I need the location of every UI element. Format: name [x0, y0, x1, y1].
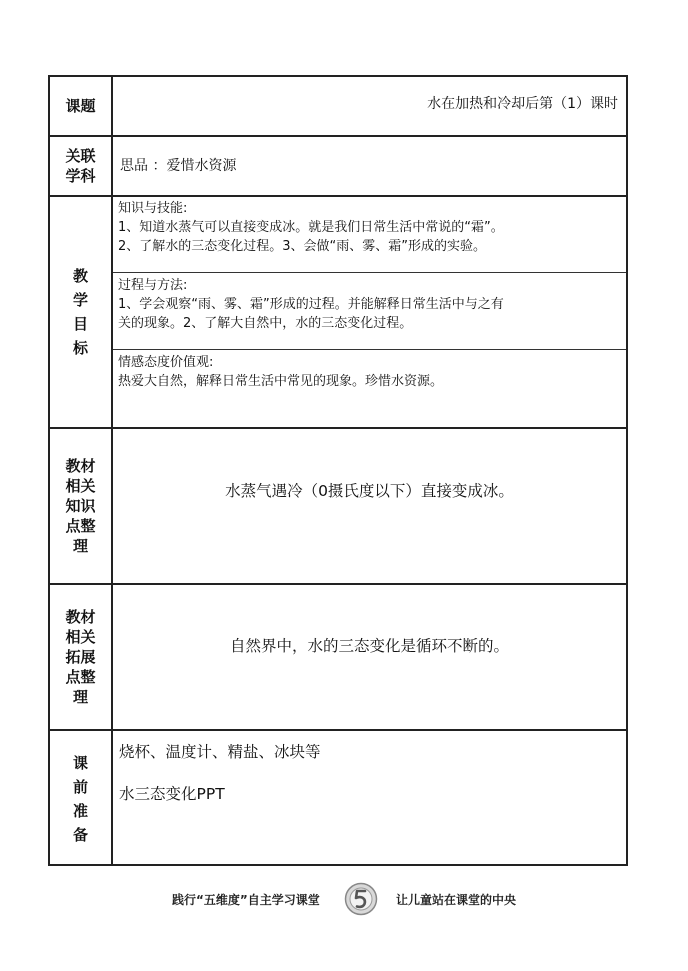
goal-process-line1: 1、学会观察“雨、雾、霜”形成的过程。并能解释日常生活中与之有	[118, 297, 504, 312]
preparation-line2: 水三态变化PPT	[119, 785, 225, 803]
goal-process-title: 过程与方法:	[118, 278, 188, 293]
extension-points-value: 自然界中，水的三态变化是循环不断的。	[229, 637, 509, 655]
preparation-label-text: 课前准备	[72, 753, 88, 844]
topic-label-text: 课题	[65, 97, 96, 115]
extension-points-label	[50, 585, 111, 729]
footer-left-slogan: 践行“五维度”自主学习课堂	[172, 893, 320, 907]
extension-points-label-text: 教材相关拓展点整理	[65, 608, 96, 706]
preparation-line1: 烧杯、温度计、精盐、冰块等	[119, 743, 321, 761]
row-divider	[50, 583, 626, 585]
row-divider	[50, 195, 626, 197]
topic-label	[50, 77, 111, 135]
row-divider	[50, 135, 626, 137]
related-subject-label	[50, 137, 111, 195]
lesson-plan-table	[48, 75, 628, 866]
knowledge-points-label-text: 教材相关知识点整理	[65, 457, 96, 555]
row-divider	[50, 427, 626, 429]
goal-process-methods	[118, 276, 618, 333]
goal-emotion-line1: 热爱大自然，解释日常生活中常见的现象。珍惜水资源。	[118, 374, 444, 389]
knowledge-points-label	[50, 429, 111, 583]
row-divider	[50, 729, 626, 731]
preparation-label	[50, 731, 111, 866]
related-subject-label-text: 关联学科	[65, 147, 96, 185]
circle-5-logo-icon	[344, 882, 378, 916]
related-subject-value: 思品 ：爱惜水资源	[120, 158, 237, 174]
goal-knowledge-line1: 1、知道水蒸气可以直接变成冰。就是我们日常生活中常说的“霜”。	[118, 220, 504, 235]
sub-row-divider	[113, 272, 626, 273]
goal-knowledge-skills	[118, 199, 618, 256]
goal-emotion-values	[118, 353, 618, 391]
goal-process-line2: 关的现象。2、了解大自然中，水的三态变化过程。	[118, 316, 413, 331]
teaching-goals-label-text: 教学目标	[72, 267, 88, 357]
goal-knowledge-title: 知识与技能:	[118, 201, 188, 216]
goal-emotion-title: 情感态度价值观:	[118, 355, 214, 370]
sub-row-divider	[113, 349, 626, 350]
page-footer	[0, 882, 688, 916]
topic-value: 水在加热和冷却后第（1）课时	[427, 96, 618, 112]
teaching-goals-label	[50, 197, 111, 427]
footer-right-slogan: 让儿童站在课堂的中央	[396, 893, 517, 907]
goal-knowledge-line2: 2、了解水的三态变化过程。3、会做“雨、雾、霜”形成的实验。	[118, 239, 487, 254]
knowledge-points-value: 水蒸气遇冷（0摄氏度以下）直接变成冰。	[225, 482, 514, 500]
